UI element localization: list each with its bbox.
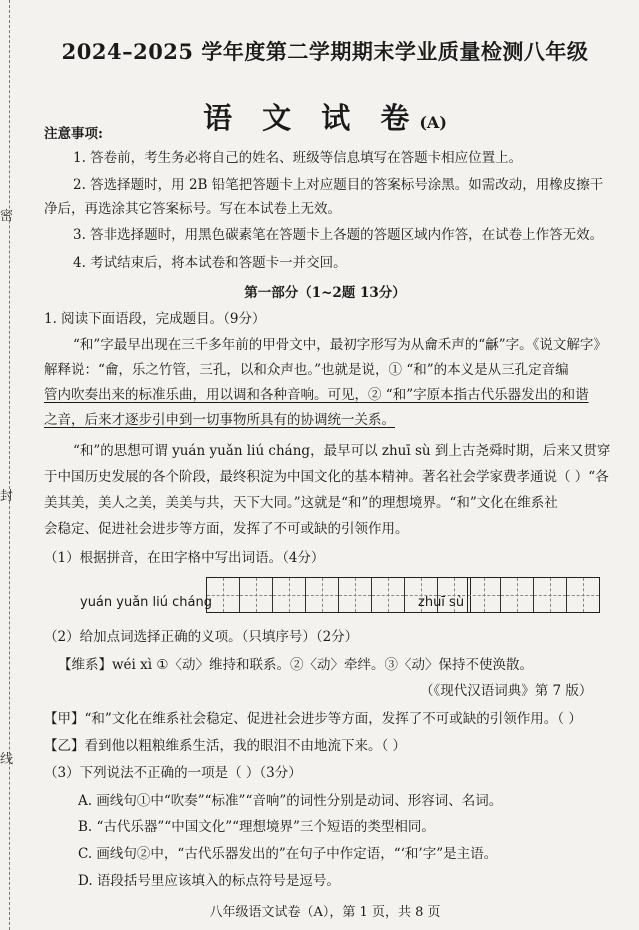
passage-line-4: 之音，后来才逐步引申到一切事物所具有的协调统一关系。 [44,412,395,428]
pinyin-yuan-yuan-liu-chang: yuán yuǎn liú cháng [80,595,212,610]
passage-line-5: “和”的思想可谓 yuán yuǎn liú cháng，最早可以 zhuī sù 到上古尧舜时期，后来又贯穿 [73,443,611,459]
passage-line-1: “和”字最早出现在三千多年前的甲骨文中，最初字形写为从龠禾声的“龢”字。《说文解字》 [73,337,607,353]
notice-item-2: 2. 答选择题时，用 2B 铅笔把答题卡上对应题目的答案标号涂黑。如需改动，用橡皮擦干 [73,177,604,193]
seal-mark-feng: 封 [0,489,14,504]
dictionary-source: （《现代汉语词典》第 7 版） [420,683,593,699]
exam-title: 2024–2025 学年度第二学期期末学业质量检测八年级 [61,39,589,64]
tianzige-cell[interactable] [207,578,240,612]
sentence-yi: 【乙】看到他以粗粮维系生活，我的眼泪不由地流下来。（ ） [44,738,407,754]
tianzige-cell[interactable] [567,578,599,612]
pinyin-zhui-su: zhuī sù [418,595,465,610]
option-d: D. 语段括号里应该填入的标点符号是逗号。 [78,873,340,889]
tianzige-cell[interactable] [240,578,273,612]
sentence-jia: 【甲】“和”文化在维系社会稳定、促进社会进步等方面，发挥了不可或缺的引领作用。（ ） [44,711,582,727]
passage-line-6: 于中国历史发展的各个阶段，最终积淀为中国文化的基本精神。著名社会学家费孝通说（ ）“各 [44,469,609,485]
tianzige-cell[interactable] [501,578,534,612]
question-1-stem: 1. 阅读下面语段，完成题目。（9分） [44,311,266,327]
seal-mark-xian: 线 [0,752,14,767]
page-footer: 八年级语文试卷（A），第 1 页，共 8 页 [209,905,441,920]
notice-heading: 注意事项: [44,126,103,142]
exam-subtitle: 语 文 试 卷(A) [203,101,447,135]
exam-version: (A) [419,113,447,132]
subquestion-2: （2）给加点词选择正确的义项。（只填序号）（2分） [44,629,359,645]
dictionary-entry: 【维系】wéi xì ①〈动〉维持和联系。②〈动〉牵绊。③〈动〉保持不使涣散。 [58,657,533,673]
passage-line-3: 管内吹奏出来的标准乐曲，用以调和各种音响。可见，② “和”字原本指古代乐器发出的和谐 [44,387,589,403]
tianzige-cell[interactable] [468,578,501,612]
subquestion-1: （1）根据拼音，在田字格中写出词语。（4分） [44,550,325,566]
notice-item-2-cont: 净后，再选涂其它答案标号。写在本试卷上无效。 [44,201,341,217]
notice-item-4: 4. 考试结束后，将本试卷和答题卡一并交回。 [73,255,347,271]
passage-line-8: 会稳定、促进社会进步等方面，发挥了不可或缺的引领作用。 [44,521,409,537]
passage-line-2: 解释说：“龠，乐之竹管，三孔，以和众声也。”也就是说，① “和”的本义是从三孔定音编 [44,362,569,378]
passage-line-7: 美其美，美人之美，美美与共，天下大同。”这就是“和”的理想境界。“和”文化在维系社 [44,495,558,511]
seal-mark-mi: 密 [0,209,14,224]
tianzige-cell[interactable] [273,578,306,612]
tianzige-cell[interactable] [534,578,567,612]
tianzige-grid-2[interactable] [467,577,600,613]
option-a: A. 画线句①中“吹奏”“标准”“音响”的词性分别是动词、形容词、名词。 [78,793,503,809]
section-heading: 第一部分（1~2题 13分） [244,285,406,301]
tianzige-cell[interactable] [306,578,339,612]
option-c: C. 画线句②中，“古代乐器发出的”在句子中作定语，“‘和’字”是主语。 [78,846,498,862]
tianzige-cell[interactable] [372,578,405,612]
tianzige-cell[interactable] [339,578,372,612]
notice-item-1: 1. 答卷前，考生务必将自己的姓名、班级等信息填写在答题卡相应位置上。 [73,150,523,166]
option-b: B. “古代乐器”“中国文化”“理想境界”三个短语的类型相同。 [78,819,435,835]
notice-item-3: 3. 答非选择题时，用黑色碳素笔在答题卡上各题的答题区域内作答，在试卷上作答无效。 [73,227,604,243]
binding-line [9,0,10,930]
subquestion-3: （3）下列说法不正确的一项是（ ）（3分） [44,765,302,781]
